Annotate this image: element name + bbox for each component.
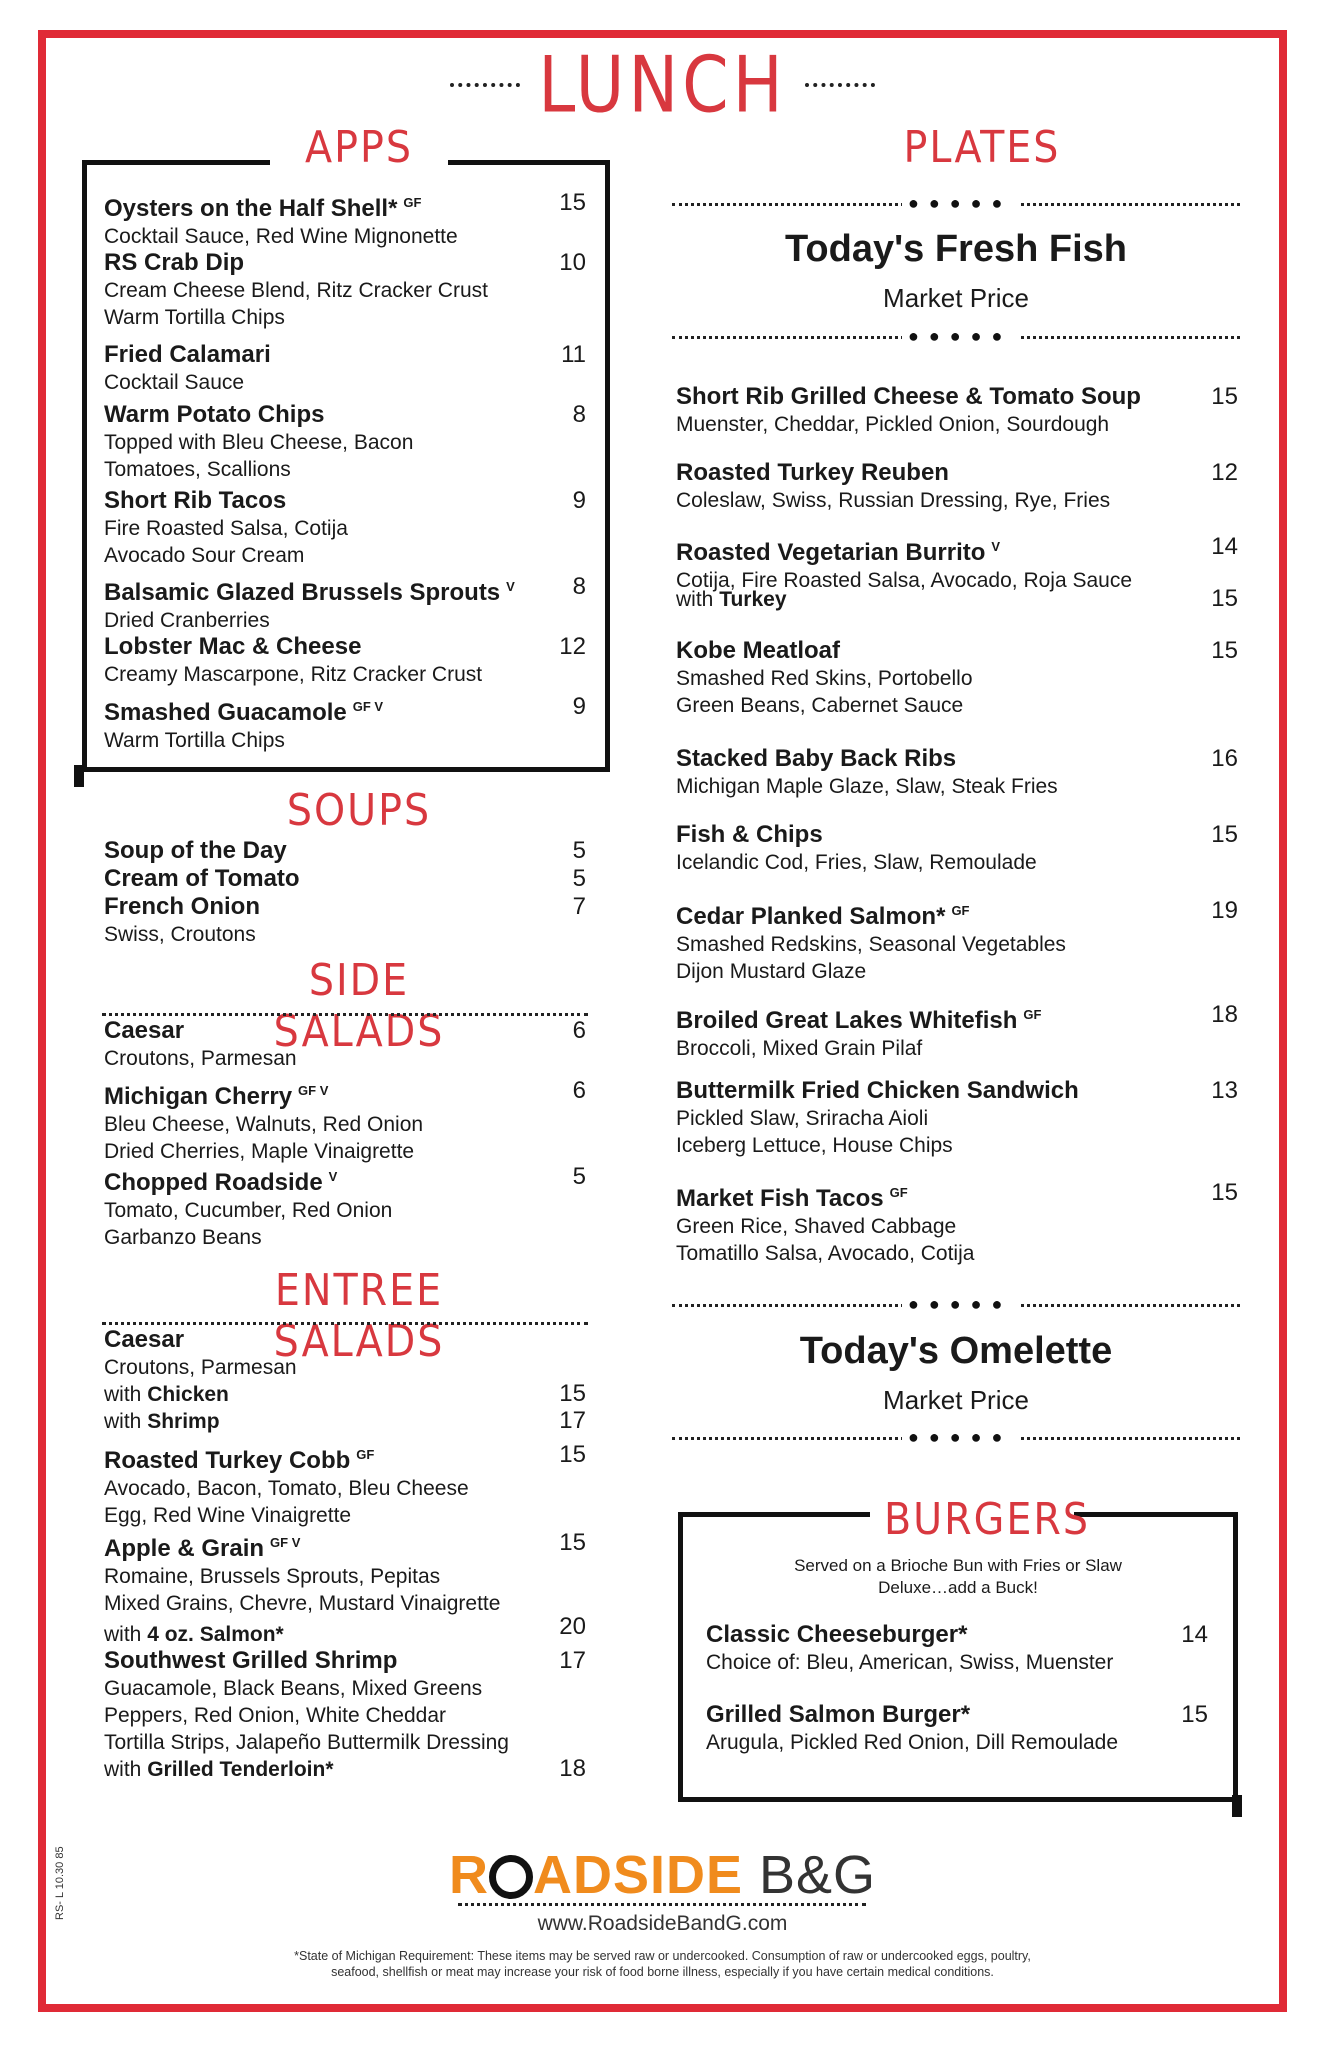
item-desc: Fire Roasted Salsa, Cotija	[104, 517, 348, 540]
item-name: Lobster Mac & Cheese	[104, 633, 362, 660]
entree-cobb	[104, 1440, 469, 1529]
item-price: 14	[1211, 533, 1238, 560]
side-salad-item	[104, 1076, 423, 1165]
plate-item	[676, 532, 1132, 594]
item-name-row	[676, 382, 1141, 411]
disclaimer	[0, 1948, 1325, 1980]
item-price: 12	[1211, 459, 1238, 486]
item-desc: Michigan Maple Glaze, Slaw, Steak Fries	[676, 775, 1058, 798]
item-name-row	[104, 692, 383, 727]
item-desc: Green Rice, Shaved Cabbage	[676, 1215, 957, 1238]
item-name: Broiled Great Lakes Whitefish	[676, 1007, 1018, 1034]
item-desc: Cocktail Sauce	[104, 371, 245, 394]
item-name-row	[676, 532, 1132, 567]
item-name-row	[676, 1076, 1079, 1105]
app-item	[104, 188, 458, 250]
item-name-row	[104, 1016, 297, 1045]
dietary-tag: GF V	[298, 1083, 329, 1098]
dietary-tag: GF V	[352, 699, 384, 714]
item-price: 15	[1211, 585, 1238, 612]
item-desc: Warm Tortilla Chips	[104, 306, 285, 329]
item-price: 5	[572, 1163, 586, 1190]
item-price: 18	[559, 1755, 586, 1782]
item-price: 6	[572, 1077, 586, 1104]
item-name-row	[104, 188, 458, 223]
item-name: Stacked Baby Back Ribs	[676, 745, 957, 772]
item-name-row	[104, 340, 271, 369]
item-price: 6	[572, 1017, 586, 1044]
item-name: Balsamic Glazed Brussels Sprouts	[104, 579, 501, 606]
with-option: Grilled Tenderloin*	[147, 1758, 334, 1781]
item-name: Roasted Vegetarian Burrito	[676, 539, 986, 566]
item-desc: Mixed Grains, Chevre, Mustard Vinaigrette	[104, 1592, 501, 1615]
item-name: Fish & Chips	[676, 821, 823, 848]
with-option: 4 oz. Salmon*	[147, 1623, 284, 1646]
side-salad-item	[104, 1016, 297, 1072]
burger-classic	[706, 1620, 1113, 1676]
item-name-row	[104, 632, 482, 661]
side-salad-item	[104, 1162, 392, 1251]
item-desc: Tortilla Strips, Jalapeño Buttermilk Dressing	[104, 1731, 509, 1754]
item-desc: Coleslaw, Swiss, Russian Dressing, Rye, Fries	[676, 489, 1111, 512]
item-name-row	[104, 572, 515, 607]
item-desc: Choice of: Bleu, American, Swiss, Muenster	[706, 1651, 1114, 1674]
burgers-note-1: Served on a Brioche Bun with Fries or Slaw	[794, 1556, 1122, 1575]
item-desc: Peppers, Red Onion, White Cheddar	[104, 1704, 447, 1727]
item-price: 15	[559, 1380, 586, 1407]
plates-header: PLATES	[888, 122, 1076, 173]
plate-item	[676, 1076, 1079, 1159]
item-name-row	[676, 820, 1037, 849]
dietary-tag: V	[506, 579, 515, 594]
item-desc: Cream Cheese Blend, Ritz Cracker Crust	[104, 279, 488, 302]
item-price: 19	[1211, 897, 1238, 924]
burger-salmon	[706, 1700, 1118, 1756]
item-desc: Tomatoes, Scallions	[104, 458, 291, 481]
special-price: Market Price	[883, 1385, 1029, 1415]
disclaimer-line-2: seafood, shellfish or meat may increase your risk of food borne illness, especially if you have certain medical conditions.	[331, 1965, 994, 1979]
item-desc: Smashed Redskins, Seasonal Vegetables	[676, 933, 1066, 956]
item-name: Short Rib Tacos	[104, 487, 287, 514]
item-desc: Smashed Red Skins, Portobello	[676, 667, 973, 690]
entree-apple-grain	[104, 1528, 500, 1648]
item-desc: Swiss, Croutons	[104, 923, 256, 946]
item-price: 15	[1211, 383, 1238, 410]
item-price: 15	[1211, 821, 1238, 848]
dietary-tag: GF	[1023, 1007, 1042, 1022]
item-name: Caesar	[104, 1017, 185, 1044]
special-name: Today's Fresh Fish	[785, 228, 1127, 270]
with-prefix: with	[104, 1623, 148, 1646]
item-price: 20	[559, 1613, 586, 1640]
item-desc: Tomatillo Salsa, Avocado, Cotija	[676, 1242, 975, 1265]
item-name: Cream of Tomato	[104, 865, 300, 892]
item-name: Fried Calamari	[104, 341, 271, 368]
item-desc: Egg, Red Wine Vinaigrette	[104, 1504, 352, 1527]
dietary-tag: GF	[403, 195, 422, 210]
item-price: 15	[559, 189, 586, 216]
plates-bullets: ●●●●●	[902, 1428, 1018, 1446]
item-name: Roasted Turkey Cobb	[104, 1447, 351, 1474]
item-desc: Croutons, Parmesan	[104, 1047, 297, 1070]
item-name: Caesar	[104, 1326, 185, 1353]
disclaimer-line-1: *State of Michigan Requirement: These items may be served raw or undercooked. Consumption of raw or undercooked eggs, poultry,	[294, 1949, 1031, 1963]
item-price: 9	[572, 487, 586, 514]
item-desc: Avocado, Bacon, Tomato, Bleu Cheese	[104, 1477, 469, 1500]
with-option: Turkey	[719, 588, 787, 611]
item-name: Grilled Salmon Burger*	[706, 1701, 971, 1728]
plate-item	[676, 744, 1058, 800]
item-desc: Pickled Slaw, Sriracha Aioli	[676, 1107, 929, 1130]
dietary-tag: GF	[356, 1447, 375, 1462]
item-price: 14	[1181, 1621, 1208, 1648]
item-name: Market Fish Tacos	[676, 1185, 884, 1212]
plate-item	[676, 636, 973, 719]
soups-header: SOUPS	[270, 785, 448, 836]
menu-code: RS- L 10.30 85	[54, 1846, 66, 1920]
item-desc: Dried Cranberries	[104, 609, 270, 632]
plate-item	[676, 1178, 974, 1267]
item-name: Warm Potato Chips	[104, 401, 325, 428]
dietary-tag: V	[991, 539, 1001, 554]
item-desc: Creamy Mascarpone, Ritz Cracker Crust	[104, 663, 483, 686]
item-price: 18	[1211, 1001, 1238, 1028]
item-name-row	[676, 744, 1058, 773]
app-item	[104, 692, 383, 754]
side-salads-header: SIDE SALADS	[230, 955, 488, 1057]
item-price: 15	[1181, 1701, 1208, 1728]
entree-salads-header: ENTREE SALADS	[210, 1265, 508, 1367]
logo-roadside: ADSIDE	[532, 1845, 743, 1905]
item-price: 8	[572, 573, 586, 600]
item-price: 15	[559, 1441, 586, 1468]
burgers-note-2: Deluxe…add a Buck!	[878, 1578, 1038, 1597]
item-name: Cedar Planked Salmon*	[676, 903, 946, 930]
item-name: Short Rib Grilled Cheese & Tomato Soup	[676, 383, 1141, 410]
burgers-header: BURGERS	[870, 1494, 1074, 1545]
item-desc: Guacamole, Black Beans, Mixed Greens	[104, 1677, 483, 1700]
item-price: 8	[572, 401, 586, 428]
item-name-row	[104, 1076, 423, 1111]
item-name: Roasted Turkey Reuben	[676, 459, 949, 486]
item-desc: Tomato, Cucumber, Red Onion	[104, 1199, 393, 1222]
website-url: www.RoadsideBandG.com	[537, 1912, 788, 1935]
dietary-tag: V	[328, 1169, 338, 1184]
burgers-box-foot	[1232, 1795, 1242, 1817]
app-item	[104, 486, 348, 569]
apps-box-foot	[74, 765, 84, 787]
item-name: Buttermilk Fried Chicken Sandwich	[676, 1077, 1079, 1104]
app-item	[104, 340, 271, 396]
item-desc: Avocado Sour Cream	[104, 544, 305, 567]
title-text: LUNCH	[538, 39, 787, 131]
menu-title	[0, 39, 1325, 131]
item-price: 16	[1211, 745, 1238, 772]
soup-item	[104, 836, 287, 865]
soup-item	[104, 892, 260, 948]
item-desc: Muenster, Cheddar, Pickled Onion, Sourdough	[676, 413, 1110, 436]
item-desc: Romaine, Brussels Sprouts, Pepitas	[104, 1565, 441, 1588]
item-name-row	[104, 400, 413, 429]
item-desc: Topped with Bleu Cheese, Bacon	[104, 431, 414, 454]
with-prefix: with	[676, 588, 720, 611]
item-desc: Garbanzo Beans	[104, 1226, 262, 1249]
entree-caesar	[104, 1325, 297, 1435]
item-name: Michigan Cherry	[104, 1083, 293, 1110]
item-price: 13	[1211, 1077, 1238, 1104]
item-price: 15	[1211, 1179, 1238, 1206]
with-prefix: with	[104, 1383, 148, 1406]
item-desc: Cotija, Fire Roasted Salsa, Avocado, Roja Sauce	[676, 569, 1133, 592]
plates-bullets: ●●●●●	[902, 327, 1018, 345]
item-name: Chopped Roadside	[104, 1169, 323, 1196]
item-price: 17	[559, 1647, 586, 1674]
item-name: Oysters on the Half Shell*	[104, 195, 398, 222]
item-name: Soup of the Day	[104, 837, 287, 864]
item-desc: Dried Cherries, Maple Vinaigrette	[104, 1140, 415, 1163]
plates-bullets: ●●●●●	[902, 194, 1018, 212]
special-price: Market Price	[883, 283, 1029, 313]
item-price: 5	[572, 837, 586, 864]
item-desc: Warm Tortilla Chips	[104, 729, 285, 752]
logo-bg: B&G	[759, 1845, 877, 1905]
fresh-fish-special	[672, 228, 1240, 314]
app-item	[104, 572, 515, 634]
entree-sw-shrimp	[104, 1646, 509, 1783]
item-price: 7	[572, 893, 586, 920]
app-item	[104, 248, 488, 331]
plate-item	[676, 896, 1066, 985]
item-price: 12	[559, 633, 586, 660]
item-desc: Croutons, Parmesan	[104, 1356, 297, 1379]
title-dots-right	[805, 83, 875, 87]
plate-item	[676, 382, 1141, 438]
item-name: RS Crab Dip	[104, 249, 245, 276]
item-desc: Cocktail Sauce, Red Wine Mignonette	[104, 225, 458, 248]
item-name-row	[676, 636, 973, 665]
dietary-tag: GF	[951, 903, 970, 918]
item-price: 10	[559, 249, 586, 276]
item-name-row	[104, 248, 488, 277]
item-desc: Dijon Mustard Glaze	[676, 960, 867, 983]
app-item	[104, 632, 482, 688]
item-price: 15	[559, 1529, 586, 1556]
app-item	[104, 400, 413, 483]
omelette-special	[672, 1330, 1240, 1416]
dietary-tag: GF	[889, 1185, 908, 1200]
item-name-row	[676, 1178, 974, 1213]
item-name: Southwest Grilled Shrimp	[104, 1647, 398, 1674]
with-option: Chicken	[147, 1383, 229, 1406]
item-name: Classic Cheeseburger*	[706, 1621, 968, 1648]
item-price: 15	[1211, 637, 1238, 664]
with-prefix: with	[104, 1758, 148, 1781]
item-desc: Icelandic Cod, Fries, Slaw, Remoulade	[676, 851, 1037, 874]
item-price: 11	[561, 341, 586, 368]
with-option: Shrimp	[147, 1410, 220, 1433]
burgers-note	[683, 1555, 1233, 1599]
plate-item	[676, 458, 1110, 514]
soup-item	[104, 864, 300, 893]
item-name: French Onion	[104, 893, 260, 920]
plate-item	[676, 1000, 1041, 1062]
footer-divider	[458, 1903, 866, 1906]
item-price: 17	[559, 1407, 586, 1434]
logo-r: R	[448, 1845, 489, 1905]
item-name-row	[676, 896, 1066, 931]
item-name-row	[676, 1000, 1041, 1035]
item-desc: Iceberg Lettuce, House Chips	[676, 1134, 953, 1157]
item-desc: Green Beans, Cabernet Sauce	[676, 694, 964, 717]
roadside-logo	[0, 1844, 1325, 1906]
item-desc: Bleu Cheese, Walnuts, Red Onion	[104, 1113, 424, 1136]
plate-item	[676, 820, 1037, 876]
item-name-row	[104, 486, 348, 515]
item-desc: Arugula, Pickled Red Onion, Dill Remoulade	[706, 1731, 1119, 1754]
item-desc: Broccoli, Mixed Grain Pilaf	[676, 1037, 923, 1060]
special-name: Today's Omelette	[799, 1330, 1113, 1372]
item-name-row	[676, 458, 1110, 487]
item-name: Apple & Grain	[104, 1535, 265, 1562]
title-dots-left	[450, 83, 520, 87]
dietary-tag: GF V	[270, 1535, 301, 1550]
item-name: Kobe Meatloaf	[676, 637, 841, 664]
logo-o-circle-icon	[489, 1855, 533, 1899]
item-price: 5	[572, 865, 586, 892]
item-price: 9	[572, 693, 586, 720]
with-prefix: with	[104, 1410, 148, 1433]
burrito-with-turkey	[676, 586, 787, 613]
item-name-row	[104, 1162, 392, 1197]
item-name: Smashed Guacamole	[104, 699, 347, 726]
apps-header: APPS	[270, 122, 448, 173]
plates-bullets: ●●●●●	[902, 1295, 1018, 1313]
